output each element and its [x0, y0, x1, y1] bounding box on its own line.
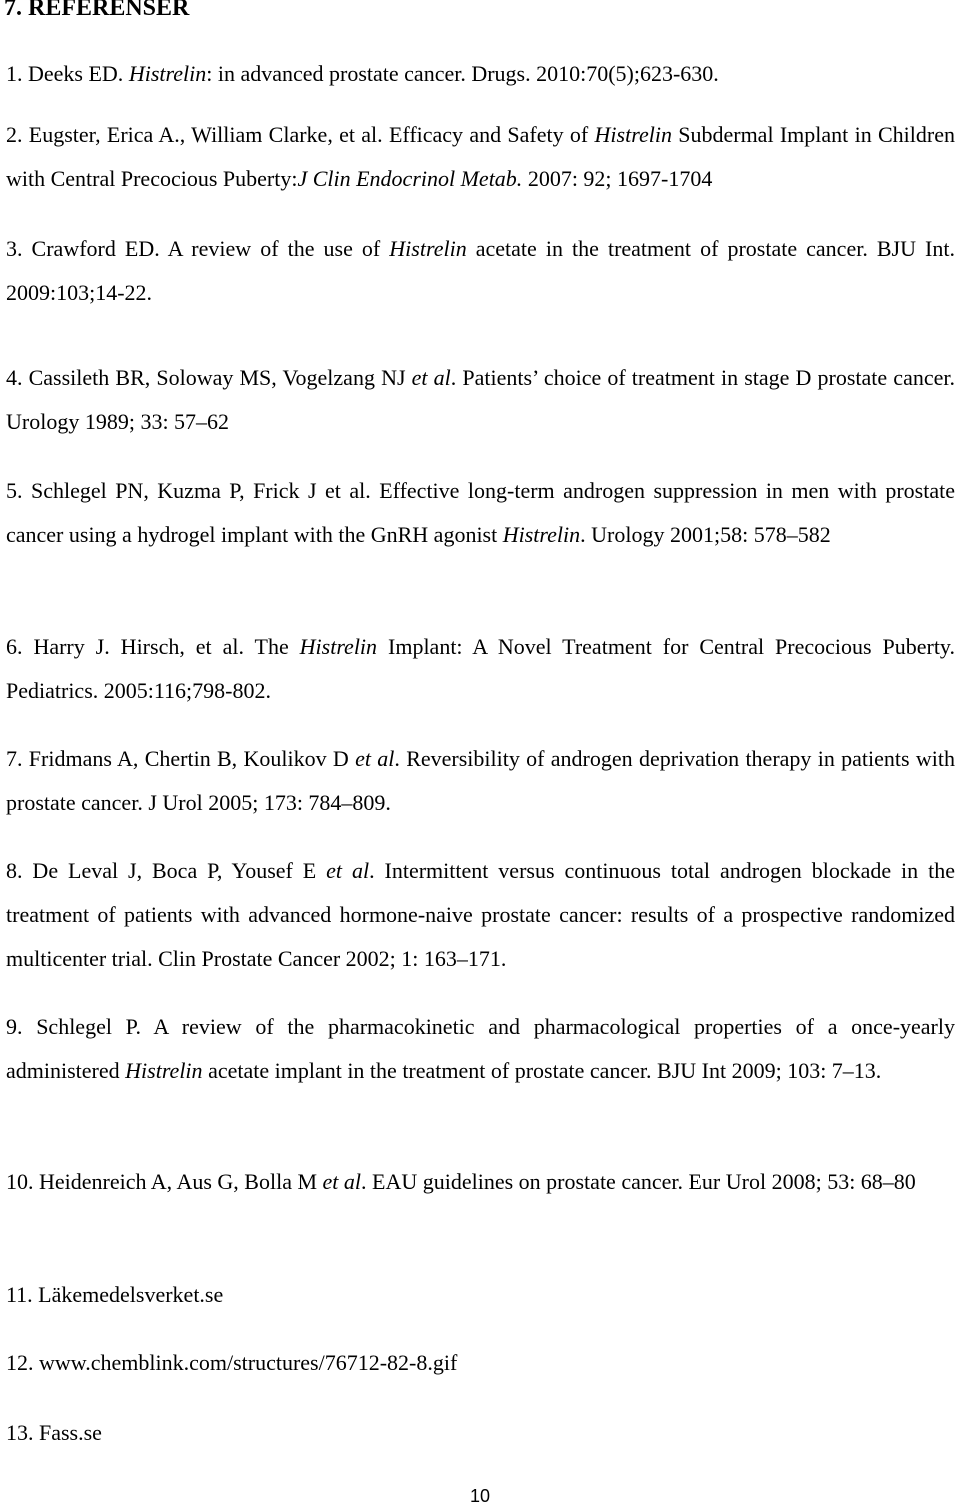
reference-italic-text: J Clin Endocrinol Metab. — [297, 166, 523, 191]
reference-7 — [6, 737, 955, 825]
reference-6 — [6, 625, 955, 713]
reference-italic-text: et al — [322, 1169, 362, 1194]
reference-text: . Reversibility of androgen deprivation therapy in patients with prostate cancer. J Urol 2005; 173: 784–809. — [6, 746, 955, 815]
reference-text: 5. Schlegel PN, Kuzma P, Frick J et al. Effective long-term androgen suppression in men with prostate cancer using a hydrogel implant with the GnRH agonist — [6, 478, 955, 547]
section-heading: 7. REFERENSER — [4, 0, 190, 21]
reference-text: 8. De Leval J, Boca P, Yousef E — [6, 858, 327, 883]
reference-text: . Intermittent versus continuous total androgen blockade in the treatment of patients with advanced hormone-naive prostate cancer: results of a prospective randomized multicenter trial. Clin Prostate Cancer 2002; 1: 163–171. — [6, 858, 955, 971]
reference-13 — [6, 1411, 955, 1455]
reference-text: 6. Harry J. Hirsch, et al. The — [6, 634, 300, 659]
reference-italic-text: Histrelin — [594, 122, 672, 147]
reference-2 — [6, 113, 955, 201]
reference-text: Implant: A Novel Treatment for Central Precocious Puberty. Pediatrics. 2005:116;798-802. — [6, 634, 955, 703]
reference-italic-text: et al — [355, 746, 395, 771]
reference-text: 1. Deeks ED. — [6, 61, 129, 86]
reference-text: 2. Eugster, Erica A., William Clarke, et al. Efficacy and Safety of — [6, 122, 595, 147]
reference-italic-text: et al — [326, 858, 370, 883]
reference-text: acetate implant in the treatment of prostate cancer. BJU Int 2009; 103: 7–13. — [202, 1058, 882, 1083]
page-number: 10 — [469, 1486, 491, 1506]
reference-text: 7. Fridmans A, Chertin B, Koulikov D — [6, 746, 356, 771]
reference-italic-text: Histrelin — [125, 1058, 203, 1083]
reference-text: 10. Heidenreich A, Aus G, Bolla M — [6, 1169, 323, 1194]
reference-text: 12. www.chemblink.com/structures/76712-82-8.gif — [6, 1350, 458, 1375]
reference-4 — [6, 356, 955, 444]
reference-text: 3. Crawford ED. A review of the use of — [6, 236, 390, 261]
reference-text: 11. Läkemedelsverket.se — [6, 1282, 224, 1307]
reference-italic-text: Histrelin — [299, 634, 378, 659]
reference-text: . Patients’ choice of treatment in stage D prostate cancer. Urology 1989; 33: 57–62 — [6, 365, 955, 434]
reference-9 — [6, 1005, 955, 1093]
reference-text: . Urology 2001;58: 578–582 — [580, 522, 831, 547]
reference-text: . EAU guidelines on prostate cancer. Eur Urol 2008; 53: 68–80 — [361, 1169, 916, 1194]
reference-text: 4. Cassileth BR, Soloway MS, Vogelzang NJ — [6, 365, 412, 390]
reference-12 — [6, 1341, 955, 1385]
reference-italic-text: et al — [411, 365, 451, 390]
reference-italic-text: Histrelin — [502, 522, 581, 547]
reference-text: : in advanced prostate cancer. Drugs. 2010:70(5);623-630. — [206, 61, 719, 86]
reference-3 — [6, 227, 955, 315]
reference-1 — [6, 52, 955, 96]
reference-italic-text: Histrelin — [128, 61, 207, 86]
reference-text: acetate in the treatment of prostate cancer. BJU Int. 2009:103;14-22. — [6, 236, 955, 305]
reference-text: 9. Schlegel P. A review of the pharmacokinetic and pharmacological properties of a once-yearly administered — [6, 1014, 955, 1083]
reference-11 — [6, 1273, 955, 1317]
reference-8 — [6, 849, 955, 981]
reference-text: Subdermal Implant in Children with Central Precocious Puberty: — [6, 122, 955, 191]
reference-5 — [6, 469, 955, 557]
reference-italic-text: Histrelin — [389, 236, 467, 261]
reference-text: 2007: 92; 1697-1704 — [522, 166, 713, 191]
reference-10 — [6, 1160, 955, 1204]
reference-text: 13. Fass.se — [6, 1420, 102, 1445]
